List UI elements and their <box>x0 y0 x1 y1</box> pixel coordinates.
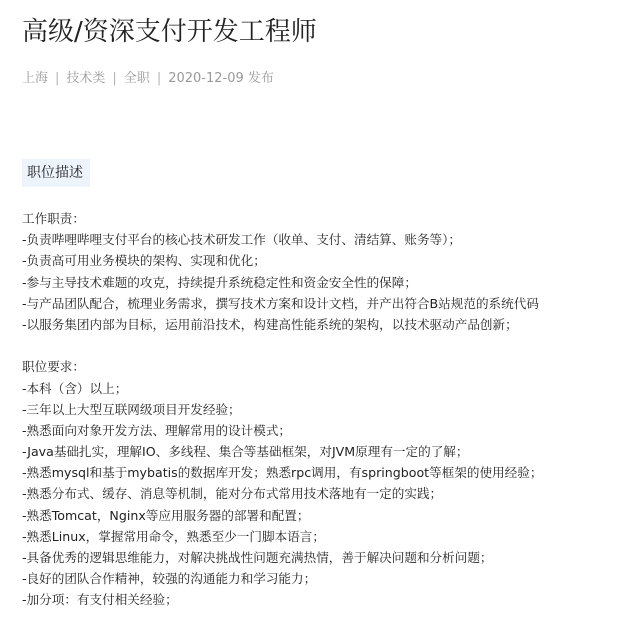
job-location: 上海 <box>22 71 49 86</box>
responsibility-item: -负责高可用业务模块的架构、实现和优化； <box>22 253 266 269</box>
job-category: 技术类 <box>66 71 106 86</box>
requirement-item: -熟悉分布式、缓存、消息等机制，能对分布式常用技术落地有一定的实践； <box>22 486 443 502</box>
requirement-item: -加分项：有支付相关经验； <box>22 592 178 608</box>
meta-separator: | <box>112 71 117 86</box>
requirement-item: -三年以上大型互联网级项目开发经验； <box>22 401 241 417</box>
responsibility-item: -负责哔哩哔哩支付平台的核心技术研发工作（收单、支付、清结算、账务等）； <box>22 232 462 248</box>
requirements-heading: 职位要求： <box>22 359 85 375</box>
responsibility-item: -以服务集团内部为目标，运用前沿技术，构建高性能系统的架构，以技术驱动产品创新； <box>22 316 518 332</box>
requirement-item: -熟悉mysql和基于mybatis的数据库开发；熟悉rpc调用，有springboot等框架的使用经验； <box>22 465 543 481</box>
requirement-item: -熟悉Tomcat，Nginx等应用服务器的部署和配置； <box>22 507 310 523</box>
meta-separator: | <box>55 71 60 86</box>
section-title-job-description: 职位描述 <box>22 159 90 187</box>
requirement-item: -熟悉Linux，掌握常用命令，熟悉至少一门脚本语言； <box>22 528 325 544</box>
requirement-item: -本科（含）以上； <box>22 380 128 396</box>
requirement-item: -Java基础扎实，理解IO、多线程、集合等基础框架，对JVM原理有一定的了解； <box>22 444 469 460</box>
requirement-item: -熟悉面向对象开发方法、理解常用的设计模式； <box>22 422 292 438</box>
job-description <box>22 208 623 611</box>
job-title: 高级/资深支付开发工程师 <box>22 17 317 47</box>
responsibility-item: -参与主导技术难题的攻克，持续提升系统稳定性和资金安全性的保障； <box>22 274 417 290</box>
paragraph-gap <box>22 335 623 356</box>
requirement-item: -具备优秀的逻辑思维能力，对解决挑战性问题充满热情，善于解决问题和分析问题； <box>22 550 493 565</box>
requirement-item: -良好的团队合作精神，较强的沟通能力和学习能力； <box>22 571 317 587</box>
job-publish-date: 2020-12-09 发布 <box>168 71 274 86</box>
responsibilities-heading: 工作职责： <box>22 211 85 226</box>
meta-separator: | <box>156 71 162 86</box>
job-meta <box>22 70 274 88</box>
job-type: 全职 <box>123 71 150 86</box>
responsibility-item: -与产品团队配合，梳理业务需求，撰写技术方案和设计文档，并产出符合B站规范的系统代码 <box>22 295 539 311</box>
